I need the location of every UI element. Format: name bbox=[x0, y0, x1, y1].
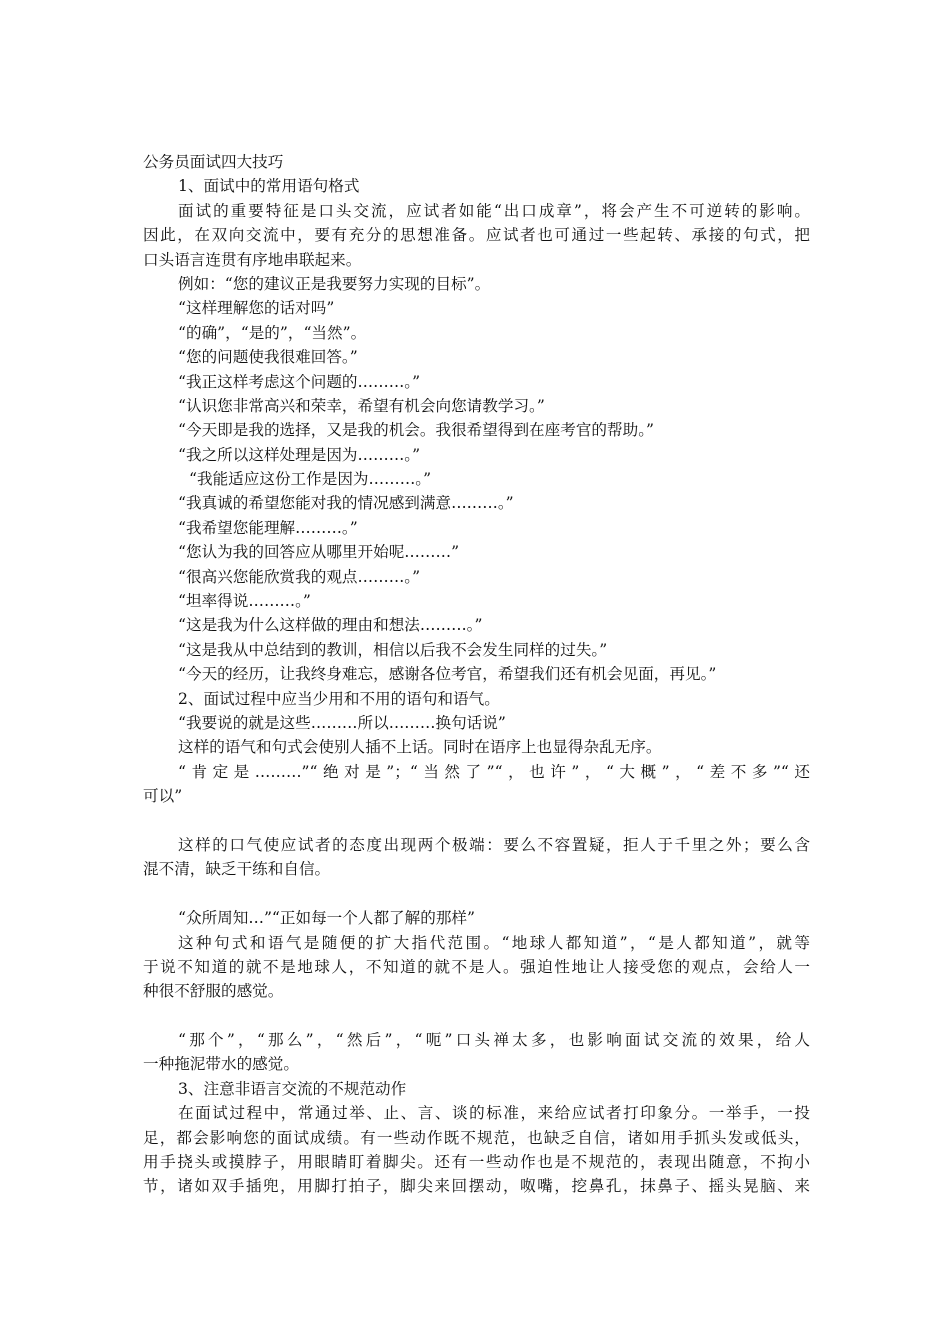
text-line: “我希望您能理解………。” bbox=[178, 518, 358, 537]
text-line: “我真诚的希望您能对我的情况感到满意………。” bbox=[178, 494, 514, 513]
text-line: 2、面试过程中应当少用和不用的语句和语气。 bbox=[178, 689, 500, 708]
blank-line bbox=[143, 882, 810, 906]
text-line: “肯定是………”“绝对是”；“当然了”“，也许”，“大概”，“差不多”“还 bbox=[178, 762, 810, 781]
text-line: 在面试过程中，常通过举、止、言、谈的标准，来给应试者打印象分。一举手，一投 bbox=[178, 1104, 810, 1123]
text-line: 口头语言连贯有序地串联起来。 bbox=[143, 250, 362, 269]
text-line: 可以” bbox=[143, 787, 183, 806]
text-line: 于说不知道的就不是地球人，不知道的就不是人。强迫性地让人接受您的观点，会给人一 bbox=[143, 957, 810, 976]
text-line: “这是我为什么这样做的理由和想法………。” bbox=[178, 616, 483, 635]
text-line: “那个”，“那么”，“然后”，“呃”口头禅太多，也影响面试交流的效果，给人 bbox=[178, 1031, 810, 1050]
text-line: 因此，在双向交流中，要有充分的思想准备。应试者也可通过一些起转、承接的句式，把 bbox=[143, 226, 810, 245]
text-line: “的确”，“是的”，“当然”。 bbox=[178, 323, 367, 342]
text-line: 节，诸如双手插兜，用脚打拍子，脚尖来回摆动，呶嘴，挖鼻孔，抹鼻子、摇头晃脑、来 bbox=[143, 1177, 810, 1196]
text-line: “我要说的就是这些………所以………换句话说” bbox=[178, 713, 506, 732]
text-line: 一种拖泥带水的感觉。 bbox=[143, 1055, 299, 1074]
text-line: 这种句式和语气是随便的扩大指代范围。“地球人都知道”，“是人都知道”，就等 bbox=[178, 933, 810, 952]
text-line: 足，都会影响您的面试成绩。有一些动作既不规范，也缺乏自信，诸如用手抓头发或低头， bbox=[143, 1128, 810, 1147]
text-line: 3、注意非语言交流的不规范动作 bbox=[178, 1079, 407, 1098]
text-line: 这样的口气使应试者的态度出现两个极端：要么不容置疑，拒人于千里之外；要么含 bbox=[178, 835, 810, 854]
text-line: “我能适应这份工作是因为………。” bbox=[189, 470, 432, 489]
text-line: “今天的经历，让我终身难忘，感谢各位考官，希望我们还有机会见面，再见。” bbox=[178, 665, 717, 684]
text-line: “认识您非常高兴和荣幸，希望有机会向您请教学习。” bbox=[178, 396, 545, 415]
text-line: “今天即是我的选择，又是我的机会。我很希望得到在座考官的帮助。” bbox=[178, 421, 654, 440]
text-line: “这是我从中总结到的教训，相信以后我不会发生同样的过失。” bbox=[178, 640, 608, 659]
text-line: “我之所以这样处理是因为………。” bbox=[178, 445, 421, 464]
blank-line bbox=[143, 809, 810, 833]
text-line: “坦率得说………。” bbox=[178, 592, 311, 611]
text-line: 这样的语气和句式会使别人插不上话。同时在语序上也显得杂乱无序。 bbox=[178, 738, 662, 757]
text-line: “很高兴您能欣赏我的观点………。” bbox=[178, 567, 421, 586]
text-line: “我正这样考虑这个问题的………。” bbox=[178, 372, 421, 391]
text-line: “这样理解您的话对吗” bbox=[178, 299, 335, 318]
document-page bbox=[143, 150, 810, 1199]
document-title: 公务员面试四大技巧 bbox=[143, 153, 284, 171]
document-body bbox=[143, 174, 810, 1198]
text-line: “众所周知…”“正如每一个人都了解的那样” bbox=[178, 909, 475, 928]
text-line: 用手挠头或摸脖子，用眼睛盯着脚尖。还有一些动作也是不规范的，表现出随意，不拘小 bbox=[143, 1153, 810, 1172]
text-line: 例如：“您的建议正是我要努力实现的目标”。 bbox=[178, 274, 491, 293]
blank-line bbox=[143, 1004, 810, 1028]
text-line: 1、面试中的常用语句格式 bbox=[178, 177, 360, 196]
text-line: 种很不舒服的感觉。 bbox=[143, 982, 284, 1001]
text-line: 面试的重要特征是口头交流，应试者如能“出口成章”，将会产生不可逆转的影响。 bbox=[178, 201, 810, 220]
text-line: 混不清，缺乏干练和自信。 bbox=[143, 860, 331, 879]
text-line: “您的问题使我很难回答。” bbox=[178, 348, 358, 367]
text-line: “您认为我的回答应从哪里开始呢………” bbox=[178, 543, 460, 562]
